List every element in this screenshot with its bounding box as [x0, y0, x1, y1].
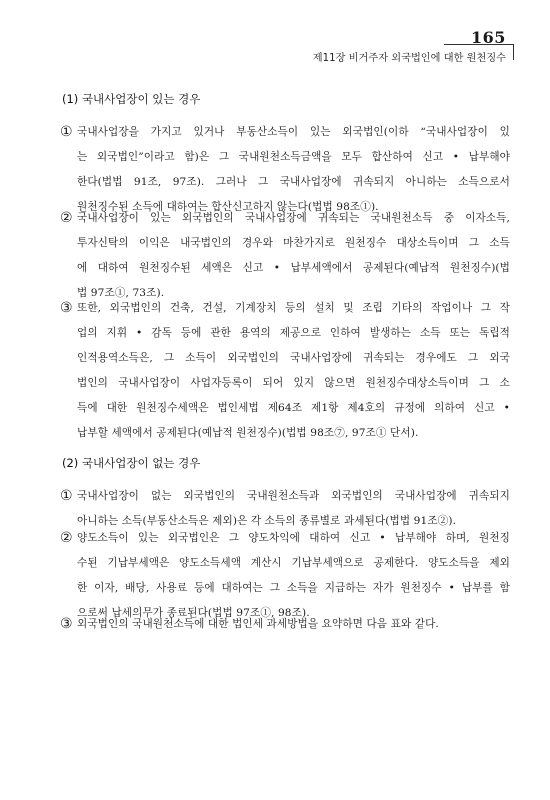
paragraph-line: 는 외국법인”이라고 함)은 그 국내원천소득금액을 모두 합산하여 신고 • 납부해야 [77, 151, 510, 164]
paragraph-line: 득에 대한 원천징수세액은 법인세법 제64조 제1항 제4호의 규정에 의하여 신고 • [77, 402, 510, 415]
page-number: 165 [471, 28, 506, 47]
paragraph-line: 으로써 납세의무가 종료된다(법법 97조①, 98조). [77, 607, 310, 620]
header-bracket [508, 44, 514, 60]
item-marker: ③ [60, 300, 73, 316]
item-marker: ③ [60, 616, 73, 632]
paragraph-line: 납부할 세액에서 공제된다(예납적 원천징수)(법법 98조⑦, 97조① 단서). [77, 427, 419, 440]
paragraph-line: 또한, 외국법인의 건축, 건설, 기계장치 등의 설치 및 조립 기타의 작업이나 그 작 [77, 302, 510, 314]
paragraph-line: 법인의 국내사업장이 사업자등록이 되어 있지 않으면 원천징수대상소득이며 그 소 [77, 377, 510, 390]
paragraph-line: 에 대하여 원천징수된 세액은 신고 • 납부세액에서 공제된다(예납적 원천징수)(법 [77, 262, 510, 275]
paragraph-line: 원천징수된 소득에 대하여는 합산신고하지 않는다(법법 98조①). [77, 201, 379, 214]
paragraph-line: 수된 기납부세액은 양도소득세액 계산시 기납부세액으로 공제한다. 양도소득을 제외 [77, 557, 510, 570]
item-marker: ② [60, 210, 73, 226]
section-heading-2: (2) 국내사업장이 없는 경우 [62, 456, 201, 470]
item-marker: ① [60, 488, 73, 504]
paragraph-line: 국내사업장이 없는 외국법인의 국내원천소득과 외국법인의 국내사업장에 귀속되지 [77, 490, 510, 502]
paragraph-line: 국내사업장이 있는 외국법인의 국내사업장에 귀속되는 국내원천소득 중 이자소득, [77, 212, 510, 224]
paragraph-line: 아니하는 소득(부동산소득은 제외)은 각 소득의 종류별로 과세된다(법법 91조②). [77, 515, 457, 528]
paragraph-line: 한 이자, 배당, 사용료 등에 대하여는 그 소득을 지급하는 자가 원천징수 • 납부를 함 [77, 582, 510, 595]
paragraph-line: 법 97조①, 73조). [77, 287, 165, 300]
paragraph-line: 한다(법법 91조, 97조). 그러나 그 국내사업장에 귀속되지 아니하는 소득으로서 [77, 176, 510, 189]
list-item [60, 207, 510, 307]
paragraph-line: 인적용역소득은, 그 소득이 외국법인의 국내사업장에 귀속되는 경우에도 그 외국 [77, 352, 510, 365]
chapter-title: 제11장 비거주자 외국법인에 대한 원천징수 [312, 53, 506, 64]
paragraph-line: 국내사업장을 가지고 있거나 부동산소득이 있는 외국법인(이하 “국내사업장이 있 [77, 126, 510, 138]
paragraph-line: 업의 지휘 • 감독 등에 관한 용역의 제공으로 인하여 발생하는 소득 또는 독립적 [77, 327, 510, 340]
list-item [60, 297, 510, 448]
paragraph-line: 투자신탁의 이익은 내국법인의 경우와 마찬가지로 원천징수 대상소득이며 그 소득 [77, 237, 510, 250]
item-marker: ② [60, 530, 73, 546]
item-marker: ① [60, 124, 73, 140]
list-item [60, 613, 510, 638]
paragraph-line: 외국법인의 국내원천소득에 대한 법인세 과세방법을 요약하면 다음 표와 같다. [77, 618, 439, 630]
paragraph-line: 양도소득이 있는 외국법인은 그 양도차익에 대하여 신고 • 납부해야 하며, 원천징 [77, 532, 510, 544]
section-heading-1: (1) 국내사업장이 있는 경우 [62, 92, 201, 106]
